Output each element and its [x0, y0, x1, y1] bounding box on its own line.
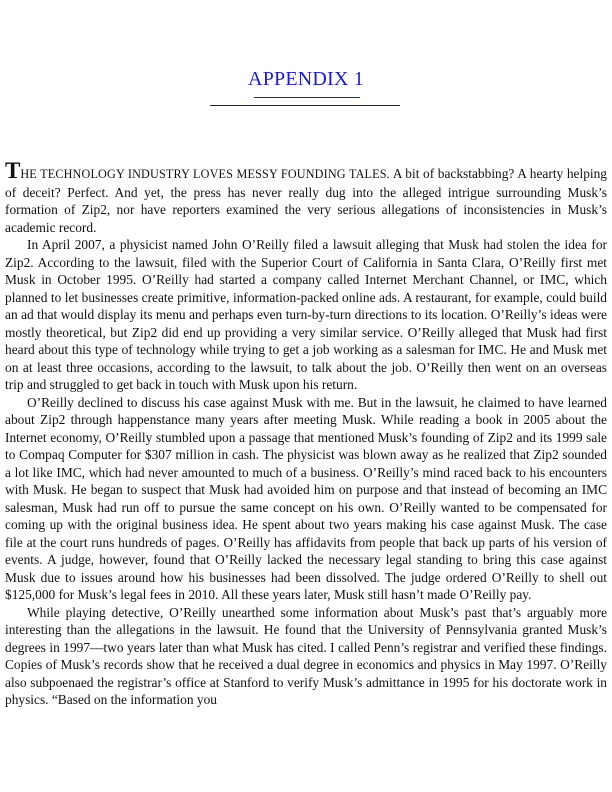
paragraph-2: In April 2007, a physicist named John O’Reilly filed a lawsuit alleging that Musk had stolen the idea for Zip2. According to the lawsuit, filed with the Superior Court of California in Santa Clara, O’Reilly first met Musk in October 1995. O’Reilly had started a company called Internet Merchant Channel, or IMC, which planned to let businesses create primitive, information-packed online ads. A restaurant, for example, could build an ad that would display its menu and perhaps even turn-by-turn directions to its location. O’Reilly’s ideas were mostly theoretical, but Zip2 did end up providing a very similar service. O’Reilly alleged that Musk had first heard about this type of technology while trying to get a job working as a salesman for IMC. He and Musk met on at least three occasions, according to the lawsuit, to talk about the job. O’Reilly then went on an overseas trip and struggled to get back in touch with Musk upon his return.	[5, 237, 607, 392]
drop-cap: T	[5, 158, 21, 183]
title-underline	[254, 97, 360, 98]
title-divider	[210, 105, 400, 106]
paragraph-4: While playing detective, O’Reilly unearthed some information about Musk’s past that’s arguably more interesting than the allegations in the lawsuit. He found that the University of Pennsylvania granted Musk’s degrees in 1997—two years later than what Musk has cited. I called Penn’s registrar and verified these findings. Copies of Musk’s records show that he received a dual degree in economics and physics in May 1997. O’Reilly also subpoenaed the registrar’s office at Stanford to verify Musk’s admittance in 1995 for his doctorate work in physics. “Based on the information you	[5, 604, 607, 707]
chapter-title: APPENDIX 1	[248, 68, 364, 90]
paragraph-1	[5, 158, 608, 236]
body-text	[5, 158, 608, 709]
paragraph-3: O’Reilly declined to discuss his case against Musk with me. But in the lawsuit, he claimed to have learned about Zip2 through happenstance many years after meeting Musk. While reading a book in 2005 about the Internet economy, O’Reilly stumbled upon a passage that mentioned Musk’s founding of Zip2 and its 1999 sale to Compaq Computer for $307 million in cash. The physicist was blown away as he realized that Zip2 sounded a lot like IMC, which had never amounted to much of a business. O’Reilly’s mind raced back to his encounters with Musk. He began to suspect that Musk had avoided him on purpose and that instead of becoming an IMC salesman, Musk had run off to pursue the same concept on his own. O’Reilly wanted to be compensated for coming up with the original business idea. He spent about two years making his case against Musk. The case file at the court runs hundreds of pages. O’Reilly has affidavits from people that back up parts of his version of events. A judge, however, found that O’Reilly lacked the necessary legal standing to bring this case against Musk due to issues around how his businesses had been dissolved. The judge ordered O’Reilly to shell out $125,000 for Musk’s legal fees in 2010. All these years later, Musk still hasn’t made O’Reilly pay.	[5, 394, 607, 602]
paragraph-1-text: A bit of backstabbing? A hearty helping of deceit? Perfect. And yet, the press has never really dug into the alleged intrigue surrounding Musk’s formation of Zip2, nor have reporters examined the very serious allegations of inconsistencies in Musk’s academic record.	[5, 166, 608, 235]
opening-small-caps: HE TECHNOLOGY INDUSTRY LOVES MESSY FOUNDING TALES.	[20, 167, 390, 181]
